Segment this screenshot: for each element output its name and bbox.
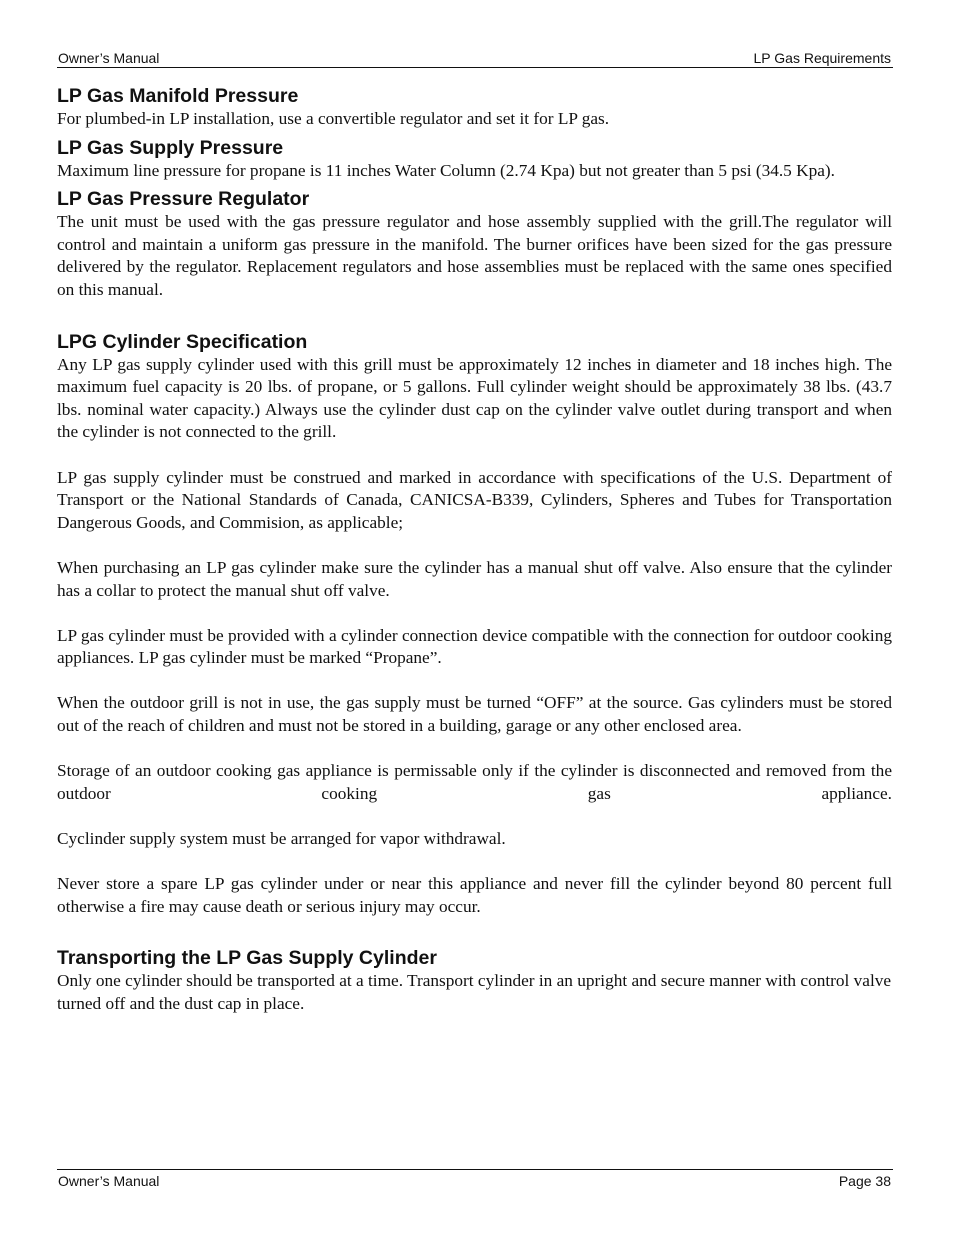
paragraph-pressure-regulator: The unit must be used with the gas pressure regulator and hose assembly supplied with the grill.The regulator will control and maintain a uniform gas pressure in the manifold. The burner orifices have been sized for the gas pressure delivered by the regulator. Replacement regulators and hose assemblies must be replaced with the same ones specified on this manual. [57,212,892,299]
page-content [57,84,892,1016]
footer-manual-title: Owner’s Manual [58,1173,160,1189]
header-manual-title: Owner’s Manual [58,50,160,66]
paragraph-spare-cylinder-warning: Never store a spare LP gas cylinder under or near this appliance and never fill the cylinder beyond 80 percent full otherwise a fire may cause death or serious injury may occur. [57,874,892,916]
page-header [57,48,893,68]
page-number: Page 38 [838,1173,891,1189]
paragraph-cylinder-dimensions: Any LP gas supply cylinder used with this grill must be approximately 12 inches in diameter and 18 inches high. The maximum fuel capacity is 20 lbs. of propane, or 5 gallons. Full cylinder weight should be approximately 38 lbs. (43.7 lbs. nominal water capacity.) Always use the cylinder dust cap on the cylinder valve outlet during transport and when the cylinder is not connected to the grill. [57,354,892,442]
paragraph-manifold-pressure: For plumbed-in LP installation, use a convertible regulator and set it for LP gas. [57,109,610,128]
paragraph-supply-pressure: Maximum line pressure for propane is 11 inches Water Column (2.74 Kpa) but not greater than 5 psi (34.5 Kpa). [57,160,836,180]
page-footer [57,1169,893,1189]
heading-supply-pressure: LP Gas Supply Pressure [57,136,284,159]
heading-manifold-pressure: LP Gas Manifold Pressure [57,85,299,107]
paragraph-cylinder-storage-off: When the outdoor grill is not in use, the gas supply must be turned “OFF” at the source. Gas cylinders must be stored out of the reach of children and must not be stored in a building, garage or any other enclosed area. [57,693,892,736]
heading-transporting-cylinder: Transporting the LP Gas Supply Cylinder [57,947,437,970]
paragraph-cylinder-shutoff-valve: When purchasing an LP gas cylinder make sure the cylinder has a manual shut off valve. Also ensure that the cylinder has a collar to protect the manual shut off valve. [57,557,892,600]
paragraph-transporting-cylinder: Only one cylinder should be transported at a time. Transport cylinder in an upright and secure manner with control valve turned off and the dust cap in place. [57,971,892,1013]
heading-pressure-regulator: LP Gas Pressure Regulator [57,188,310,211]
heading-cylinder-specification: LPG Cylinder Specification [57,330,308,353]
paragraph-vapor-withdrawal: Cyclinder supply system must be arranged for vapor withdrawal. [57,829,506,849]
paragraph-cylinder-storage-indoor: Storage of an outdoor cooking gas appliance is permissable only if the cylinder is disconnected and removed from the outdoor cooking gas appliance. [57,761,892,803]
paragraph-cylinder-connection: LP gas cylinder must be provided with a cylinder connection device compatible with the connection for outdoor cooking appliances. LP gas cylinder must be marked “Propane”. [57,625,892,668]
paragraph-cylinder-standards: LP gas supply cylinder must be construed and marked in accordance with specifications of the U.S. Department of Transport or the National Standards of Canada, CANICSA-B339, Cylinders, Spheres and Tubes for Transportation Dangerous Goods, and Commision, as applicable; [57,467,892,532]
header-section-title: LP Gas Requirements [753,50,891,66]
